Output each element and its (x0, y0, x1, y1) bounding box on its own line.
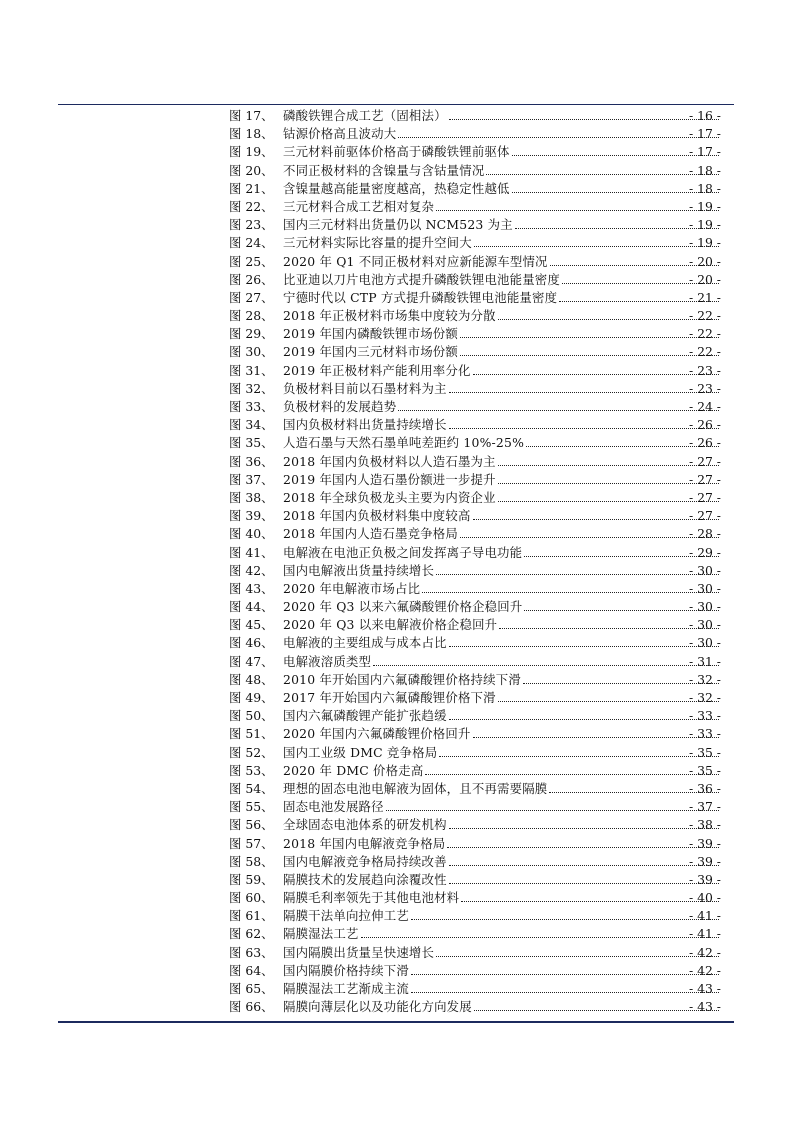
toc-title-line (283, 489, 719, 507)
figure-number: 图 32、 (229, 380, 274, 396)
toc-entry[interactable] (0, 907, 793, 925)
figure-number: 图 26、 (229, 271, 274, 287)
toc-title-line (283, 525, 719, 543)
toc-title-line (283, 453, 719, 471)
toc-title-line (283, 925, 719, 943)
toc-entry[interactable] (0, 471, 793, 489)
toc-title-line (283, 689, 719, 707)
page-number: - 43 - (688, 999, 721, 1015)
page-number: - 23 - (688, 380, 721, 396)
figure-number: 图 52、 (229, 744, 274, 760)
figure-title[interactable]: 2018 年国内负极材料集中度较高 (283, 508, 471, 524)
figure-title[interactable]: 三元材料实际比容量的提升空间大 (283, 235, 472, 251)
figure-number: 图 61、 (229, 908, 274, 924)
page-number: - 26 - (688, 417, 721, 433)
dot-leader (498, 489, 719, 502)
dot-leader (373, 653, 719, 666)
figure-title[interactable]: 国内电解液出货量持续增长 (283, 562, 435, 578)
toc-entry[interactable] (0, 198, 793, 216)
dot-leader (449, 816, 719, 829)
figure-title[interactable]: 电解液的主要组成与成本占比 (283, 635, 447, 651)
toc-entry[interactable] (0, 944, 793, 962)
page-number: - 18 - (688, 162, 721, 178)
toc-entry[interactable] (0, 180, 793, 198)
page-number: - 19 - (688, 198, 721, 214)
page-number: - 42 - (688, 944, 721, 960)
toc-entry[interactable] (0, 689, 793, 707)
page-number: - 35 - (688, 762, 721, 778)
dot-leader (425, 762, 719, 775)
toc-title-line (283, 125, 719, 143)
figure-title[interactable]: 国内隔膜价格持续下滑 (283, 962, 409, 978)
figure-number: 图 45、 (229, 617, 274, 633)
toc-title-line (283, 562, 719, 580)
figure-number: 图 60、 (229, 890, 274, 906)
dot-leader (512, 180, 719, 193)
page-number: - 28 - (688, 526, 721, 542)
toc-entry[interactable] (0, 634, 793, 652)
figure-number: 图 19、 (229, 144, 274, 160)
toc-title-line (283, 580, 719, 598)
dot-leader (439, 744, 719, 757)
dot-leader (473, 507, 719, 520)
footer-rule (58, 1021, 734, 1023)
figure-number: 图 24、 (229, 235, 274, 251)
page-number: - 33 - (688, 726, 721, 742)
figure-number: 图 56、 (229, 817, 274, 833)
page-number: - 22 - (688, 326, 721, 342)
toc-entry[interactable] (0, 271, 793, 289)
figure-title[interactable]: 2020 年 Q1 不同正极材料对应新能源车型情况 (283, 253, 548, 269)
figure-number: 图 28、 (229, 308, 274, 324)
dot-leader (449, 707, 719, 720)
page-number: - 17 - (688, 126, 721, 142)
toc-title-line (283, 307, 719, 325)
figure-number: 图 65、 (229, 981, 274, 996)
toc-entry[interactable] (0, 489, 793, 507)
page-number: - 36 - (688, 780, 721, 796)
toc-entry[interactable] (0, 725, 793, 743)
dot-leader (498, 453, 719, 466)
figure-title[interactable]: 2020 年 Q3 以来电解液价格企稳回升 (283, 617, 498, 633)
dot-leader (398, 398, 719, 411)
toc-entry[interactable] (0, 780, 793, 798)
figure-number: 图 59、 (229, 871, 274, 887)
toc-title-line (283, 944, 719, 962)
toc-title-line (283, 434, 719, 452)
toc-title-line (283, 998, 719, 1016)
figure-number: 图 57、 (229, 835, 274, 851)
page-number: - 26 - (688, 435, 721, 451)
page-number: - 39 - (688, 835, 721, 851)
figure-number: 图 17、 (229, 108, 274, 123)
toc-title-line (283, 780, 719, 798)
page-number: - 27 - (688, 453, 721, 469)
dot-leader (411, 980, 719, 993)
toc-entry[interactable] (0, 671, 793, 689)
dot-leader (398, 125, 719, 138)
toc-entry[interactable] (0, 835, 793, 853)
toc-title-line (283, 962, 719, 980)
toc-title-line (283, 180, 719, 198)
figure-number: 图 39、 (229, 508, 274, 524)
figure-number: 图 34、 (229, 417, 274, 433)
page-number: - 32 - (688, 690, 721, 705)
figure-title[interactable]: 隔膜向薄层化以及功能化方向发展 (283, 999, 472, 1015)
toc-entry[interactable] (0, 343, 793, 361)
figure-title[interactable]: 2020 年电解液市场占比 (283, 580, 421, 596)
figure-title[interactable]: 2020 年国内六氟磷酸锂价格回升 (283, 726, 471, 742)
toc-title-line (283, 343, 719, 361)
figure-number: 图 21、 (229, 180, 274, 196)
toc-title-line (283, 889, 719, 907)
figure-title[interactable]: 2018 年国内人造石墨竞争格局 (283, 526, 458, 542)
page-number: - 39 - (688, 871, 721, 887)
dot-leader (449, 634, 719, 647)
toc-title-line (283, 798, 719, 816)
page-number: - 21 - (688, 289, 721, 305)
figure-number: 图 43、 (229, 580, 274, 596)
page-number: - 42 - (688, 962, 721, 978)
figure-number: 图 49、 (229, 690, 274, 705)
figure-title[interactable]: 负极材料目前以石墨材料为主 (283, 380, 447, 396)
toc-title-line (283, 198, 719, 216)
toc-title-line (283, 616, 719, 634)
page-number: - 24 - (688, 399, 721, 414)
toc-title-line (283, 325, 719, 343)
figure-title[interactable]: 国内隔膜出货量呈快速增长 (283, 944, 435, 960)
page-number: - 30 - (688, 635, 721, 651)
dot-leader (449, 853, 719, 866)
figure-title[interactable]: 不同正极材料的含镍量与含钴量情况 (283, 162, 485, 178)
toc-title-line (283, 853, 719, 871)
page-number: - 27 - (688, 508, 721, 524)
dot-leader (449, 380, 719, 393)
figure-title[interactable]: 隔膜湿法工艺渐成主流 (283, 981, 409, 996)
toc-entry[interactable] (0, 871, 793, 889)
figure-title[interactable]: 2019 年正极材料产能利用率分化 (283, 362, 471, 378)
dot-leader (473, 725, 719, 738)
dot-leader (461, 889, 719, 902)
toc-title-line (283, 380, 719, 398)
dot-leader (447, 835, 719, 848)
page-number: - 39 - (688, 853, 721, 869)
toc-entry[interactable] (0, 162, 793, 180)
toc-entry[interactable] (0, 853, 793, 871)
toc-title-line (283, 816, 719, 834)
toc-title-line (283, 907, 719, 925)
figure-number: 图 53、 (229, 762, 274, 778)
figure-title[interactable]: 2019 年国内人造石墨份额进一步提升 (283, 471, 496, 487)
toc-entry[interactable] (0, 580, 793, 598)
dot-leader (499, 616, 719, 629)
dot-leader (474, 234, 719, 247)
figure-title[interactable]: 隔膜湿法工艺 (283, 926, 359, 942)
figure-title[interactable]: 隔膜干法单向拉伸工艺 (283, 908, 409, 924)
figure-title[interactable]: 比亚迪以刀片电池方式提升磷酸铁锂电池能量密度 (283, 271, 560, 287)
figure-number: 图 51、 (229, 726, 274, 742)
figure-number: 图 44、 (229, 599, 274, 615)
figure-number: 图 46、 (229, 635, 274, 651)
toc-title-line (283, 107, 719, 125)
toc-title-line (283, 253, 719, 271)
figure-title[interactable]: 2018 年正极材料市场集中度较为分散 (283, 308, 496, 324)
figure-number: 图 64、 (229, 962, 274, 978)
figure-title[interactable]: 2010 年开始国内六氟磷酸锂价格持续下滑 (283, 671, 521, 687)
page-number: - 19 - (688, 235, 721, 251)
figure-title[interactable]: 含镍量越高能量密度越高，热稳定性越低 (283, 180, 510, 196)
figure-title[interactable]: 2019 年国内磷酸铁锂市场份额 (283, 326, 458, 342)
figure-number: 图 25、 (229, 253, 274, 269)
figure-number: 图 50、 (229, 708, 274, 724)
toc-entry[interactable] (0, 253, 793, 271)
page-number: - 29 - (688, 544, 721, 560)
page-number: - 23 - (688, 362, 721, 378)
page-number: - 22 - (688, 344, 721, 360)
toc-title-line (283, 289, 719, 307)
figure-title[interactable]: 国内工业级 DMC 竞争格局 (283, 744, 438, 760)
dot-leader (474, 998, 719, 1011)
page-number: - 32 - (688, 671, 721, 687)
page-number: - 27 - (688, 471, 721, 487)
figure-title[interactable]: 2017 年开始国内六氟磷酸锂价格下滑 (283, 690, 496, 705)
page-number: - 35 - (688, 744, 721, 760)
toc-title-line (283, 216, 719, 234)
dot-leader (449, 871, 719, 884)
page-number: - 30 - (688, 617, 721, 633)
toc-title-line (283, 671, 719, 689)
toc-entry[interactable] (0, 380, 793, 398)
toc-entry[interactable] (0, 889, 793, 907)
figure-title[interactable]: 2020 年 Q3 以来六氟磷酸锂价格企稳回升 (283, 599, 523, 615)
toc-entry[interactable] (0, 362, 793, 380)
figure-title[interactable]: 2019 年国内三元材料市场份额 (283, 344, 458, 360)
figure-title[interactable]: 2018 年国内负极材料以人造石墨为主 (283, 453, 496, 469)
toc-entry[interactable] (0, 434, 793, 452)
figure-title[interactable]: 隔膜毛利率领先于其他电池材料 (283, 890, 460, 906)
toc-entry[interactable] (0, 616, 793, 634)
toc-title-line (283, 271, 719, 289)
toc-entry[interactable] (0, 962, 793, 980)
toc-entry[interactable] (0, 980, 793, 998)
dot-leader (422, 580, 719, 593)
figure-number: 图 22、 (229, 198, 274, 214)
figure-title[interactable]: 国内电解液竞争格局持续改善 (283, 853, 447, 869)
figure-title[interactable]: 国内六氟磷酸锂产能扩张趋缓 (283, 708, 447, 724)
toc-entry[interactable] (0, 107, 793, 125)
toc-entry[interactable] (0, 744, 793, 762)
figure-number: 图 55、 (229, 799, 274, 815)
toc-title-line (283, 471, 719, 489)
toc-entry[interactable] (0, 398, 793, 416)
figure-title[interactable]: 三元材料合成工艺相对复杂 (283, 198, 435, 214)
figure-title[interactable]: 国内三元材料出货量仍以 NCM523 为主 (283, 217, 513, 233)
toc-title-line (283, 143, 719, 161)
toc-entry[interactable] (0, 925, 793, 943)
figure-number: 图 36、 (229, 453, 274, 469)
figure-title[interactable]: 磷酸铁锂合成工艺（固相法） (283, 108, 447, 123)
table-of-figures (0, 107, 793, 1016)
figure-title[interactable]: 宁德时代以 CTP 方式提升磷酸铁锂电池能量密度 (283, 289, 558, 305)
figure-number: 图 35、 (229, 435, 274, 451)
toc-entry[interactable] (0, 998, 793, 1016)
figure-number: 图 63、 (229, 944, 274, 960)
figure-title[interactable]: 理想的固态电池电解液为固体，且不再需要隔膜 (283, 780, 548, 796)
toc-title-line (283, 725, 719, 743)
figure-title[interactable]: 人造石墨与天然石墨单吨差距约 10%-25% (283, 435, 525, 451)
toc-title-line (283, 416, 719, 434)
dot-leader (411, 907, 719, 920)
page-number: - 27 - (688, 489, 721, 505)
page-number: - 17 - (688, 144, 721, 160)
page-number: - 37 - (688, 799, 721, 815)
dot-leader (436, 944, 719, 957)
toc-title-line (283, 835, 719, 853)
toc-title-line (283, 234, 719, 252)
toc-entry[interactable] (0, 598, 793, 616)
figure-number: 图 30、 (229, 344, 274, 360)
figure-title[interactable]: 2018 年国内电解液竞争格局 (283, 835, 446, 851)
page-number: - 18 - (688, 180, 721, 196)
dot-leader (460, 525, 719, 538)
dot-leader (436, 198, 719, 211)
page-number: - 30 - (688, 599, 721, 615)
toc-title-line (283, 507, 719, 525)
toc-title-line (283, 634, 719, 652)
page-number: - 20 - (688, 271, 721, 287)
page-number: - 30 - (688, 562, 721, 578)
figure-number: 图 66、 (229, 999, 274, 1015)
figure-number: 图 27、 (229, 289, 274, 305)
figure-title[interactable]: 电解液溶质类型 (283, 653, 372, 669)
toc-title-line (283, 653, 719, 671)
page-number: - 40 - (688, 890, 721, 906)
toc-entry[interactable] (0, 325, 793, 343)
figure-number: 图 37、 (229, 471, 274, 487)
figure-title[interactable]: 固态电池发展路径 (283, 799, 384, 815)
figure-number: 图 20、 (229, 162, 274, 178)
page-number: - 41 - (688, 926, 721, 942)
toc-entry[interactable] (0, 798, 793, 816)
dot-leader (512, 143, 719, 156)
page-number: - 43 - (688, 981, 721, 996)
toc-title-line (283, 598, 719, 616)
page-number: - 31 - (688, 653, 721, 669)
toc-entry[interactable] (0, 453, 793, 471)
dot-leader (473, 362, 719, 375)
page-number: - 38 - (688, 817, 721, 833)
dot-leader (498, 689, 719, 702)
page-number: - 41 - (688, 908, 721, 924)
figure-title[interactable]: 电解液在电池正负极之间发挥离子导电功能 (283, 544, 523, 560)
figure-number: 图 40、 (229, 526, 274, 542)
dot-leader (411, 962, 719, 975)
figure-title[interactable]: 钴源价格高且波动大 (283, 126, 397, 142)
dot-leader (460, 343, 719, 356)
page-number: - 20 - (688, 253, 721, 269)
toc-entry[interactable] (0, 562, 793, 580)
figure-number: 图 62、 (229, 926, 274, 942)
toc-title-line (283, 980, 719, 998)
toc-entry[interactable] (0, 234, 793, 252)
figure-number: 图 29、 (229, 326, 274, 342)
toc-entry[interactable] (0, 125, 793, 143)
page-number: - 30 - (688, 580, 721, 596)
figure-number: 图 42、 (229, 562, 274, 578)
figure-number: 图 38、 (229, 489, 274, 505)
dot-leader (361, 925, 719, 938)
dot-leader (449, 107, 719, 120)
toc-title-line (283, 762, 719, 780)
page-number: - 22 - (688, 308, 721, 324)
figure-number: 图 54、 (229, 780, 274, 796)
figure-number: 图 48、 (229, 671, 274, 687)
figure-number: 图 41、 (229, 544, 274, 560)
dot-leader (486, 162, 719, 175)
toc-entry[interactable] (0, 416, 793, 434)
figure-number: 图 47、 (229, 653, 274, 669)
figure-title[interactable]: 三元材料前驱体价格高于磷酸铁锂前驱体 (283, 144, 510, 160)
figure-title[interactable]: 国内负极材料出货量持续增长 (283, 417, 447, 433)
toc-entry[interactable] (0, 143, 793, 161)
toc-entry[interactable] (0, 289, 793, 307)
toc-title-line (283, 544, 719, 562)
dot-leader (449, 416, 719, 429)
dot-leader (498, 471, 719, 484)
toc-title-line (283, 398, 719, 416)
toc-entry[interactable] (0, 307, 793, 325)
dot-leader (436, 562, 719, 575)
toc-entry[interactable] (0, 762, 793, 780)
toc-entry[interactable] (0, 525, 793, 543)
toc-title-line (283, 362, 719, 380)
figure-title[interactable]: 全球固态电池体系的研发机构 (283, 817, 447, 833)
toc-title-line (283, 871, 719, 889)
figure-title[interactable]: 负极材料的发展趋势 (283, 399, 397, 414)
figure-title[interactable]: 隔膜技术的发展趋向涂覆改性 (283, 871, 447, 887)
dot-leader (498, 307, 719, 320)
toc-entry[interactable] (0, 653, 793, 671)
figure-title[interactable]: 2018 年全球负极龙头主要为内资企业 (283, 489, 496, 505)
figure-number: 图 18、 (229, 126, 274, 142)
toc-entry[interactable] (0, 816, 793, 834)
page-number: - 33 - (688, 708, 721, 724)
toc-title-line (283, 744, 719, 762)
toc-entry[interactable] (0, 544, 793, 562)
page-number: - 19 - (688, 217, 721, 233)
figure-title[interactable]: 2020 年 DMC 价格走高 (283, 762, 424, 778)
figure-number: 图 23、 (229, 217, 274, 233)
toc-entry[interactable] (0, 216, 793, 234)
figure-number: 图 33、 (229, 399, 274, 414)
dot-leader (460, 325, 719, 338)
toc-title-line (283, 707, 719, 725)
figure-number: 图 31、 (229, 362, 274, 378)
figure-number: 图 58、 (229, 853, 274, 869)
toc-entry[interactable] (0, 507, 793, 525)
toc-entry[interactable] (0, 707, 793, 725)
toc-title-line (283, 162, 719, 180)
page-number: - 16 - (688, 108, 721, 123)
header-rule (58, 104, 734, 105)
dot-leader (386, 798, 719, 811)
